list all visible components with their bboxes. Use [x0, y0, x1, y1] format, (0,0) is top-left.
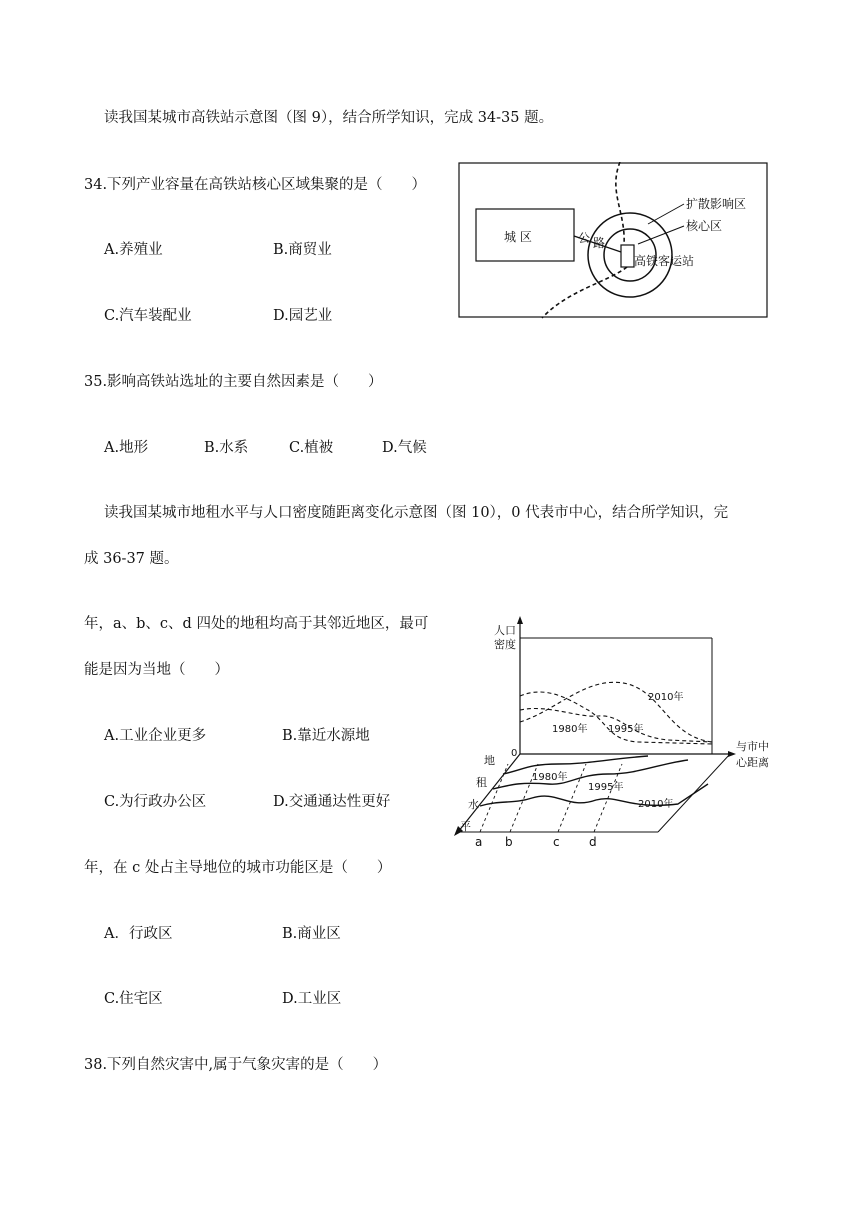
point-label-c: c [553, 835, 560, 849]
city-area-label: 城 区 [504, 230, 532, 244]
spread-zone-label: 扩散影响区 [686, 197, 747, 211]
distance-axis-arrow [728, 751, 736, 757]
question-34-option-c: C.汽车装配业 [104, 308, 192, 324]
question-35-option-a: A.地形 [104, 440, 149, 456]
guide-line-a [480, 764, 508, 832]
intro-text-figure9: 读我国某城市高铁站示意图（图 9），结合所学知识，完成 34-35 题。 [104, 110, 554, 126]
question-34-stem: 34.下列产业容量在高铁站核心区域集聚的是（ ） [84, 177, 427, 193]
origin-label: 0 [511, 748, 518, 759]
rent-curve-1980 [503, 756, 648, 774]
point-label-a: a [475, 835, 483, 849]
question-37-option-a: A．行政区 [104, 926, 173, 942]
question-36-option-c: C.为行政办公区 [104, 794, 207, 810]
station-box [621, 245, 634, 267]
question-37-stem: 年，在 c 处占主导地位的城市功能区是（ ） [84, 860, 392, 876]
question-35-option-c: C.植被 [289, 440, 334, 456]
rent-axis-label-3: 水 [468, 798, 479, 811]
question-37-option-c: C.住宅区 [104, 991, 163, 1007]
question-36-option-b: B.靠近水源地 [282, 728, 370, 744]
highway-label-1: 公 [578, 231, 591, 245]
intro-text-figure10-line2: 成 36-37 题。 [84, 551, 179, 567]
question-35-option-b: B.水系 [204, 440, 249, 456]
question-36-stem-line1: 年，a、b、c、d 四处的地租均高于其邻近地区，最可 [84, 616, 429, 632]
station-label: 高铁客运站 [634, 254, 695, 268]
density-axis-label-2: 密度 [494, 638, 516, 651]
question-38-stem: 38.下列自然灾害中,属于气象灾害的是（ ） [84, 1057, 388, 1073]
distance-axis-label-1: 与市中 [736, 740, 769, 753]
question-35-stem: 35.影响高铁站选址的主要自然因素是（ ） [84, 374, 383, 390]
rent-axis-label-2: 租 [476, 776, 487, 789]
figure-10-rent-density-diagram [448, 614, 783, 850]
density-axis-label-1: 人口 [494, 624, 516, 637]
rent-axis-label-4: 平 [460, 820, 471, 833]
density-axis-arrow [517, 616, 523, 624]
rent-label-1980: 1980年 [532, 772, 568, 783]
spread-zone-leader [648, 204, 684, 224]
question-37-option-b: B.商业区 [282, 926, 341, 942]
rent-axis-label-1: 地 [484, 754, 495, 767]
point-label-b: b [505, 835, 513, 849]
highway-label-2: 路 [593, 236, 606, 250]
question-34-option-d: D.园艺业 [273, 308, 333, 324]
question-36-option-d: D.交通通达性更好 [273, 794, 391, 810]
density-label-1980: 1980年 [552, 724, 588, 735]
rent-label-2010: 2010年 [638, 799, 674, 810]
question-36-option-a: A.工业企业更多 [104, 728, 207, 744]
distance-axis-label-2: 心距离 [736, 756, 769, 769]
intro-text-figure10-line1: 读我国某城市地租水平与人口密度随距离变化示意图（图 10），0 代表市中心，结合所学知识，完 [104, 505, 729, 521]
question-36-stem-line2: 能是因为当地（ ） [84, 662, 229, 678]
rent-label-1995: 1995年 [588, 782, 624, 793]
figure-9-station-diagram [458, 162, 770, 320]
density-label-1995: 1995年 [608, 724, 644, 735]
core-zone-leader [638, 226, 684, 244]
question-34-option-b: B.商贸业 [273, 242, 332, 258]
question-34-option-a: A.养殖业 [104, 242, 163, 258]
core-zone-label: 核心区 [686, 219, 723, 233]
question-35-option-d: D.气候 [382, 440, 427, 456]
question-37-option-d: D.工业区 [282, 991, 342, 1007]
point-label-d: d [589, 835, 597, 849]
density-label-2010: 2010年 [648, 692, 684, 703]
